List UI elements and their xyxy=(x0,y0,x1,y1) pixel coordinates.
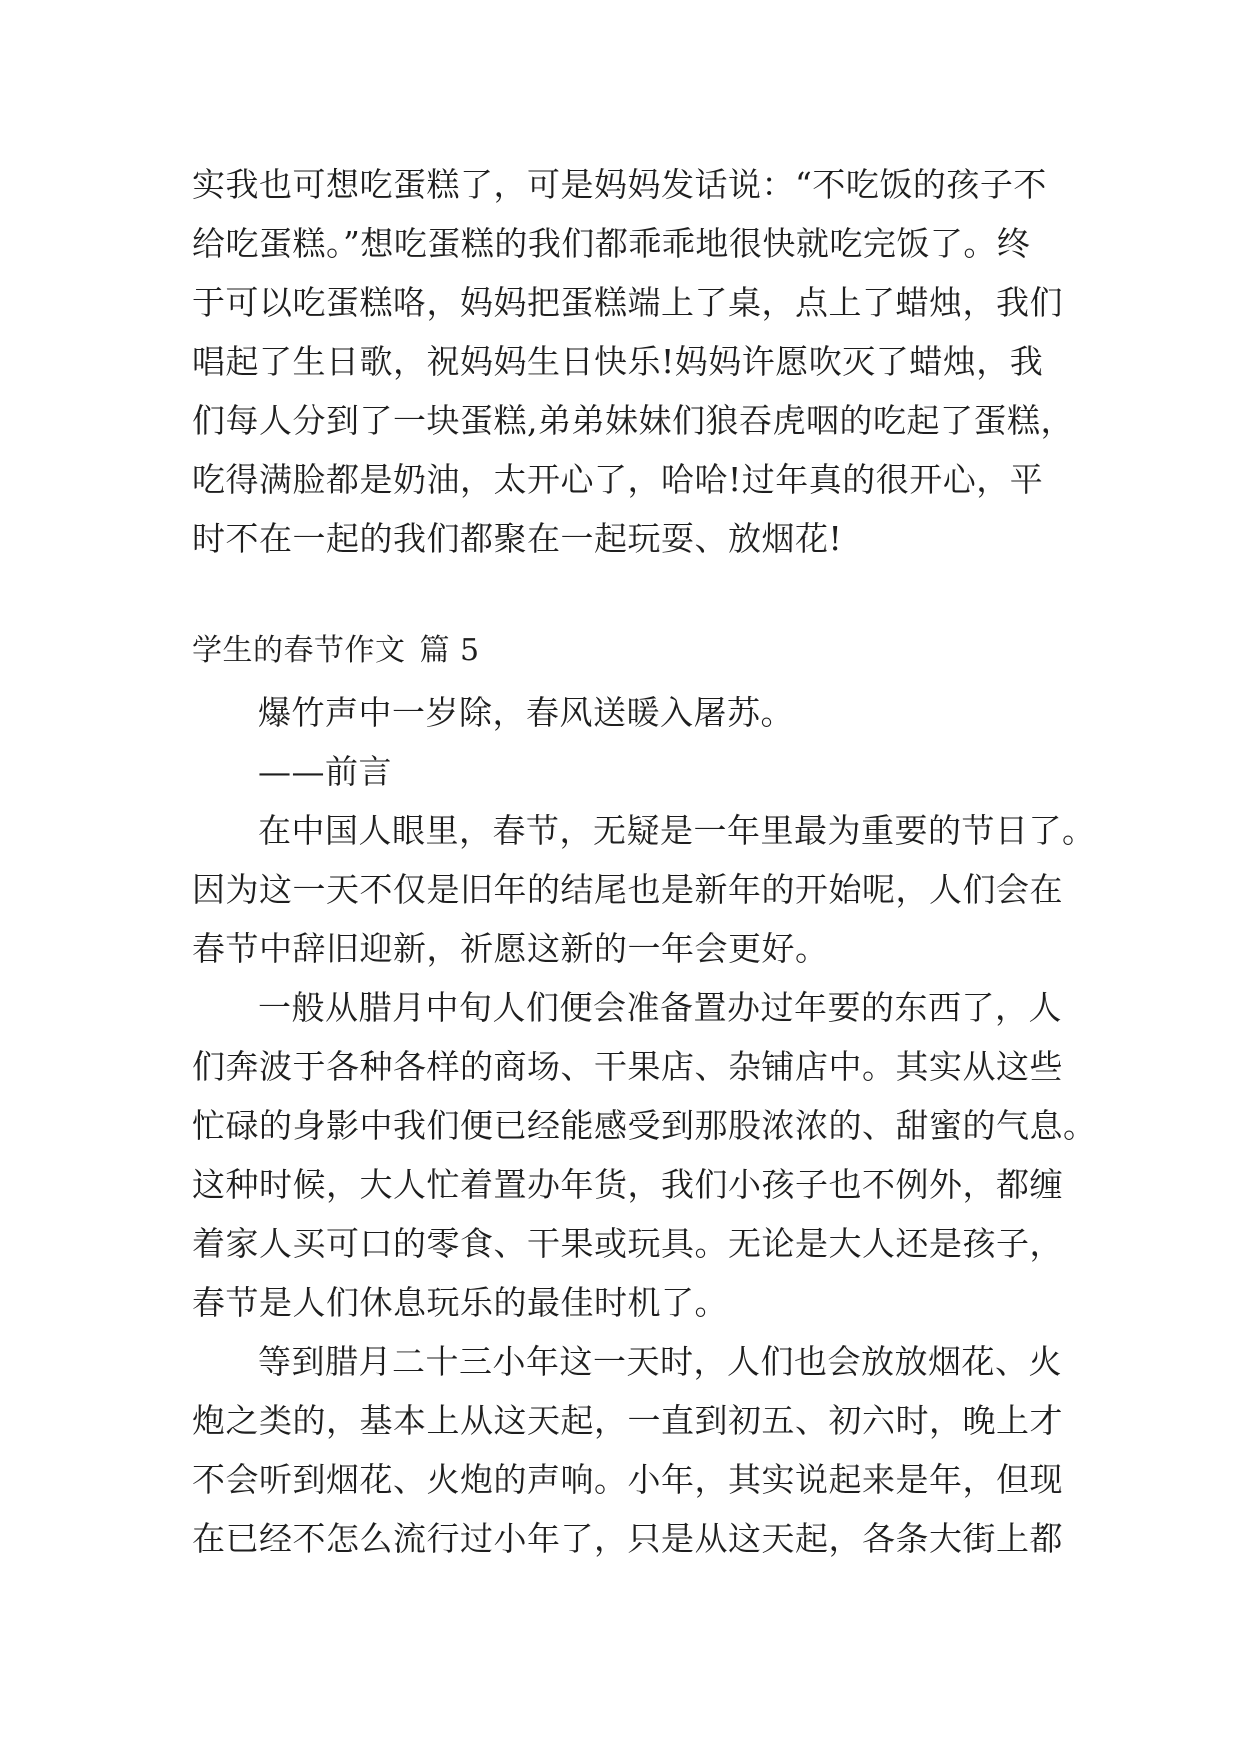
text-line: 唱起了生日歌，祝妈妈生日快乐!妈妈许愿吹灭了蜡烛，我 xyxy=(192,342,1044,381)
section-title: 学生的春节作文 xyxy=(192,633,406,668)
text-line: 着家人买可口的零食、干果或玩具。无论是大人还是孩子， xyxy=(192,1224,1063,1263)
text-line: 时不在一起的我们都聚在一起玩耍、放烟花! xyxy=(192,519,843,558)
section-heading xyxy=(192,624,480,678)
text-line: 们每人分到了一块蛋糕,弟弟妹妹们狼吞虎咽的吃起了蛋糕， xyxy=(192,401,1074,440)
text-line: 春节是人们休息玩乐的最佳时机了。 xyxy=(192,1283,728,1322)
text-line: 给吃蛋糕。”想吃蛋糕的我们都乖乖地很快就吃完饭了。终 xyxy=(192,224,1031,263)
text-line: 一般从腊月中旬人们便会准备置办过年要的东西了，人 xyxy=(258,988,1062,1027)
text-line: 因为这一天不仅是旧年的结尾也是新年的开始呢，人们会在 xyxy=(192,870,1063,909)
text-line: 这种时候，大人忙着置办年货，我们小孩子也不例外，都缠 xyxy=(192,1165,1063,1204)
text-line: 忙碌的身影中我们便已经能感受到那股浓浓的、甜蜜的气息。 xyxy=(192,1106,1097,1145)
continuation-paragraph xyxy=(192,155,1072,568)
section-number: 篇 5 xyxy=(419,633,480,668)
attribution-line: ——前言 xyxy=(258,752,392,791)
text-line: 们奔波于各种各样的商场、干果店、杂铺店中。其实从这些 xyxy=(192,1047,1063,1086)
text-line: 实我也可想吃蛋糕了，可是妈妈发话说：“不吃饭的孩子不 xyxy=(192,165,1047,204)
text-line: 等到腊月二十三小年这一天时，人们也会放放烟花、火 xyxy=(258,1342,1062,1381)
poem-line: 爆竹声中一岁除，春风送暖入屠苏。 xyxy=(258,693,794,732)
text-line: 不会听到烟花、火炮的声响。小年，其实说起来是年，但现 xyxy=(192,1460,1063,1499)
text-line: 炮之类的，基本上从这天起，一直到初五、初六时，晚上才 xyxy=(192,1401,1063,1440)
text-line: 吃得满脸都是奶油，太开心了，哈哈!过年真的很开心，平 xyxy=(192,460,1044,499)
text-line: 春节中辞旧迎新，祈愿这新的一年会更好。 xyxy=(192,929,829,968)
text-line: 于可以吃蛋糕咯，妈妈把蛋糕端上了桌，点上了蜡烛，我们 xyxy=(192,283,1063,322)
text-line: 在中国人眼里，春节，无疑是一年里最为重要的节日了。 xyxy=(258,811,1096,850)
text-line: 在已经不怎么流行过小年了，只是从这天起，各条大街上都 xyxy=(192,1519,1063,1558)
essay-body xyxy=(192,683,1097,1568)
